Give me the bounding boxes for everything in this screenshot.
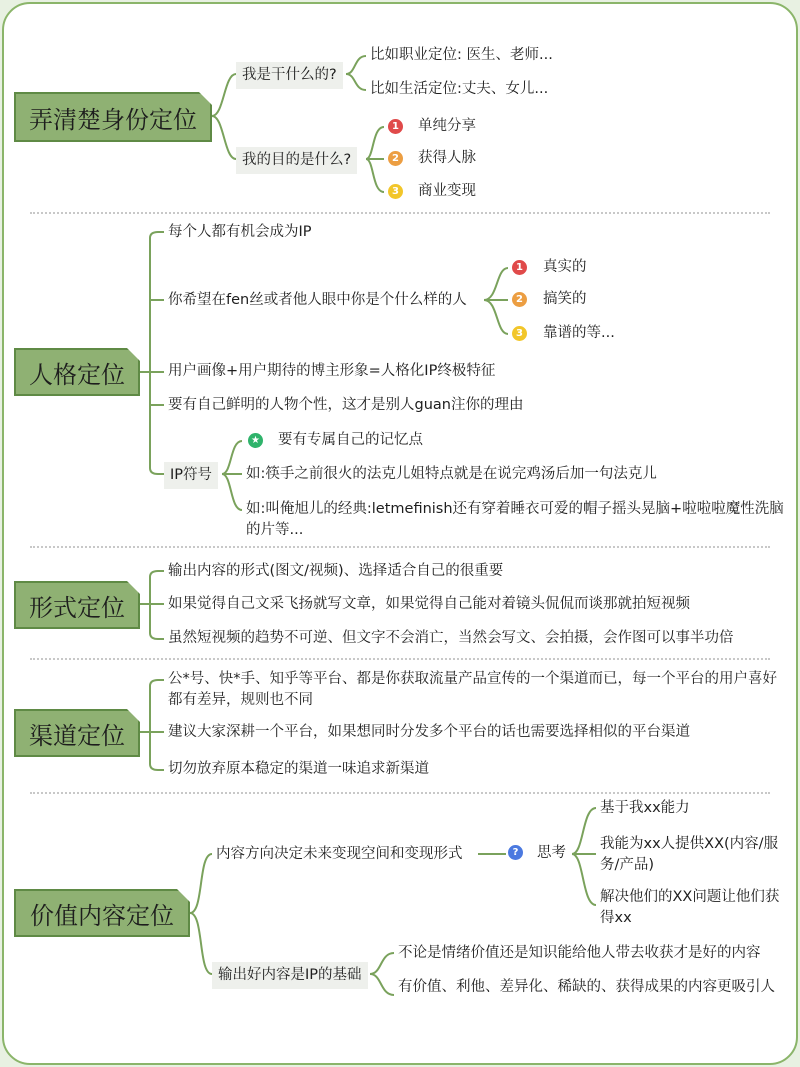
leaf-provide: 我能为xx人提供XX(内容/服务/产品) bbox=[600, 836, 779, 873]
leaf-monetize: 商业变现 bbox=[418, 183, 476, 199]
branch-channel-3: 切勿放弃原本稳定的渠道一味追求新渠道 bbox=[168, 761, 429, 777]
number-3-icon: 3 bbox=[388, 184, 403, 199]
branch-content-direction: 内容方向决定未来变现空间和变现形式 bbox=[216, 846, 463, 862]
leaf-real: 真实的 bbox=[543, 259, 587, 275]
star-icon: ★ bbox=[248, 433, 263, 448]
leaf-solve: 解决他们的XX问题让他们获得xx bbox=[600, 889, 780, 926]
branch-how-seen: 你希望在fen丝或者他人眼中你是个什么样的人 bbox=[168, 292, 467, 308]
topic-identity: 弄清楚身份定位 bbox=[14, 92, 212, 142]
branch-format-1: 输出内容的形式(图文/视频)、选择适合自己的很重要 bbox=[168, 563, 504, 579]
section-divider bbox=[30, 792, 770, 794]
leaf-life: 比如生活定位:丈夫、女儿... bbox=[370, 81, 549, 97]
branch-channel-2: 建议大家深耕一个平台，如果想同时分发多个平台的话也需要选择相似的平台渠道 bbox=[168, 724, 690, 740]
leaf-good-content-2: 有价值、利他、差异化、稀缺的、获得成果的内容更吸引人 bbox=[398, 979, 775, 995]
leaf-funny: 搞笑的 bbox=[543, 291, 587, 307]
leaf-memory-point: 要有专属自己的记忆点 bbox=[278, 432, 423, 448]
leaf-ability: 基于我xx能力 bbox=[600, 800, 690, 816]
branch-persona-formula: 用户画像+用户期待的博主形象=人格化IP终极特征 bbox=[168, 363, 496, 379]
node-think: 思考 bbox=[537, 845, 566, 861]
leaf-reliable: 靠谱的等... bbox=[543, 325, 615, 341]
leaf-example-2: 如:叫俺旭儿的经典:letmefinish还有穿着睡衣可爱的帽子摇头晃脑+啦啦啦魔性洗脑的片等... bbox=[246, 501, 784, 538]
leaf-good-content-1: 不论是情绪价值还是知识能给他人带去收获才是好的内容 bbox=[398, 945, 761, 961]
number-1-icon: 1 bbox=[388, 119, 403, 134]
branch-ip-symbol: IP符号 bbox=[164, 462, 218, 489]
branch-good-content: 输出好内容是IP的基础 bbox=[212, 962, 368, 989]
section-divider bbox=[30, 546, 770, 548]
number-3-icon: 3 bbox=[512, 326, 527, 341]
number-1-icon: 1 bbox=[512, 260, 527, 275]
leaf-network: 获得人脉 bbox=[418, 150, 476, 166]
branch-my-purpose: 我的目的是什么? bbox=[236, 147, 357, 174]
branch-channel-1: 公*号、快*手、知乎等平台、都是你获取流量产品宣传的一个渠道而已，每一个平台的用户喜好都有差异，规则也不同 bbox=[168, 671, 777, 708]
branch-distinct-personality: 要有自己鲜明的人物个性，这才是别人guan注你的理由 bbox=[168, 397, 524, 413]
topic-value-content: 价值内容定位 bbox=[14, 889, 190, 937]
leaf-example-1: 如:筷手之前很火的法克儿姐特点就是在说完鸡汤后加一句法克儿 bbox=[246, 466, 657, 482]
branch-everyone-ip: 每个人都有机会成为IP bbox=[168, 224, 312, 240]
number-2-icon: 2 bbox=[388, 151, 403, 166]
leaf-career: 比如职业定位: 医生、老师... bbox=[370, 47, 553, 63]
section-divider bbox=[30, 212, 770, 214]
question-icon: ? bbox=[508, 845, 523, 860]
topic-personality: 人格定位 bbox=[14, 348, 140, 396]
leaf-share: 单纯分享 bbox=[418, 118, 476, 134]
topic-channel: 渠道定位 bbox=[14, 709, 140, 757]
branch-format-3: 虽然短视频的趋势不可逆、但文字不会消亡，当然会写文、会拍摄，会作图可以事半功倍 bbox=[168, 630, 734, 646]
branch-format-2: 如果觉得自己文采飞扬就写文章，如果觉得自己能对着镜头侃侃而谈那就拍短视频 bbox=[168, 596, 690, 612]
branch-what-do-i-do: 我是干什么的? bbox=[236, 62, 343, 89]
number-2-icon: 2 bbox=[512, 292, 527, 307]
section-divider bbox=[30, 658, 770, 660]
topic-format: 形式定位 bbox=[14, 581, 140, 629]
